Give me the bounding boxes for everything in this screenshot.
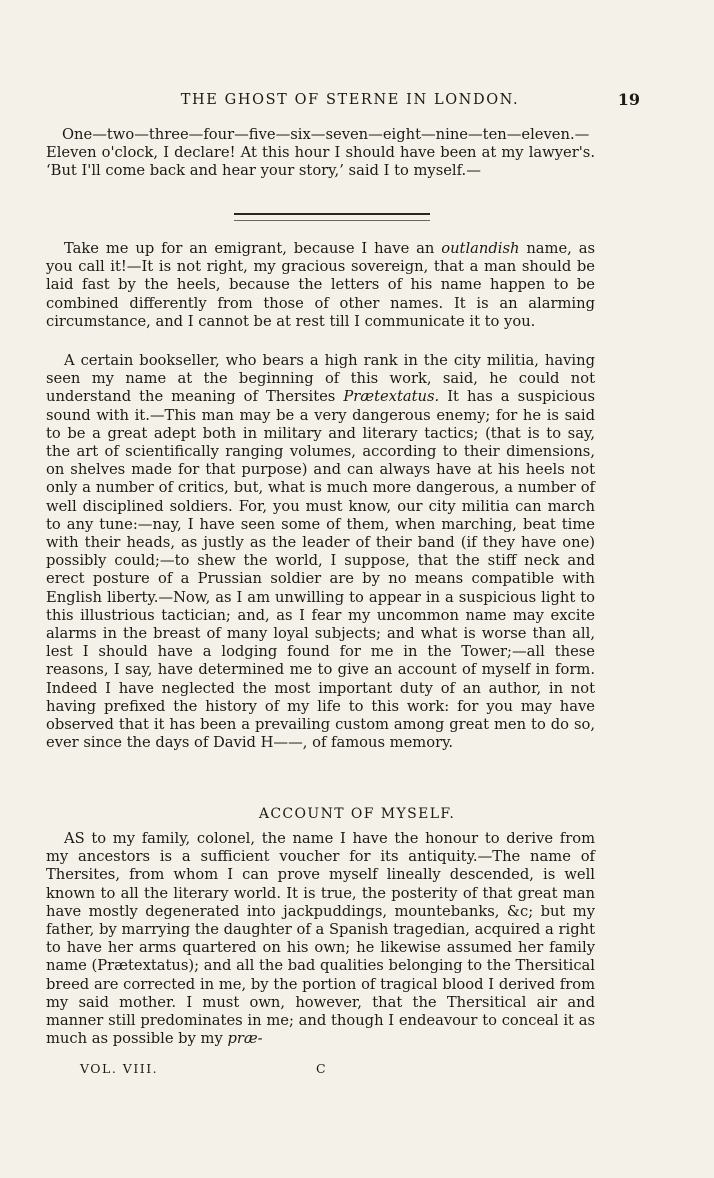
paragraph-emigrant-text-a: Take me up for an emigrant, because I have an (64, 240, 442, 257)
paragraph-emigrant-text-b: name, as you call it!—It is not right, my gracious sovereign, that a man should be laid fast by the heels, because the letters of his name happen to be combined differently from those of other names. It is an alarming circumstance, and I cannot be at rest till I communicate it to you. (46, 240, 595, 330)
paragraph-bookseller-text-b: It has a suspicious sound with it.—This man may be a very dangerous enemy; for he is said to be a great adept both in military and literary tactics; (that is to say, the art of scientifically ranging volumes, according to their dimensions, on shelves made for that purpose) and can always have at his heels not only a number of critics, but, what is much more dangerous, a number of well disciplined soldiers. For, you must know, our city militia can march to any tune:—nay, I have seen some of them, when marching, beat time with their heads, as justly as the leader of their band (if they have one) possibly could;—to shew the world, I suppose, that the stiff neck and erect posture of a Prussian soldier are by no means compatible with English liberty.—Now, as I am unwilling to appear in a suspicious light to this illustrious tactician; and, as I fear my uncommon name may excite alarms in the breast of many loyal subjects; and what is worse than all, lest I should have a lodging found for me in the Tower;—all these reasons, I say, have determined me to give an account of myself in form. Indeed I have neglected the most important duty of an author, in not having prefixed the history of my life to this work: for you may have observed that it has been a prevailing custom among great men to do so, ever since the days of David H——, of famous memory. (46, 388, 595, 752)
section-divider (234, 213, 430, 221)
paragraph-bookseller-italic: Prætextatus. (343, 388, 440, 406)
paragraph-family-italic: præ- (227, 1030, 263, 1048)
signature-mark: C (316, 1061, 328, 1076)
page-number: 19 (617, 90, 640, 109)
paragraph-bookseller-text-a: A certain bookseller, who bears a high rank in the city militia, having seen my name at the beginning of this work, said, he could not understand the meaning of Thersites (46, 352, 595, 406)
section-heading: ACCOUNT OF MYSELF. (258, 806, 456, 822)
page-header (60, 88, 640, 112)
paragraph-bookseller (46, 352, 595, 752)
paragraph-emigrant-italic: outlandish (441, 240, 520, 257)
volume-label: VOL. VIII. (80, 1061, 159, 1076)
paragraph-family-text: AS to my family, colonel, the name I have the honour to derive from my ancestors is a sufficient voucher for its antiquity.—The name of Thersites, from whom I can prove myself lineally descended, is well known to all the literary world. It is true, the posterity of that great man have mostly degenerated into jackpuddings, mountebanks, &c; but my father, by marrying the daughter of a Spanish tragedian, acquired a right to have her arms quartered on his own; he likewise assumed her family name (Prætextatus); and all the bad qualities belonging to the Thersitical breed are corrected in me, by the portion of tragical blood I derived from my said mother. I must own, however, that the Thersitical air and manner still predominates in me; and though I endeavour to conceal it as much as possible by my (46, 830, 595, 1048)
running-title: THE GHOST OF STERNE IN LONDON. (180, 92, 520, 108)
paragraph-clock-text: One—two—three—four—five—six—seven—eight—nine—ten—eleven.—Eleven o'clock, I declare! At this hour I should have been at my lawyer's. ‘But I'll come back and hear your story,’ said I to myself.— (46, 126, 595, 180)
paragraph-clock (46, 126, 595, 181)
paragraph-emigrant (46, 240, 595, 331)
paragraph-family (46, 830, 595, 1048)
